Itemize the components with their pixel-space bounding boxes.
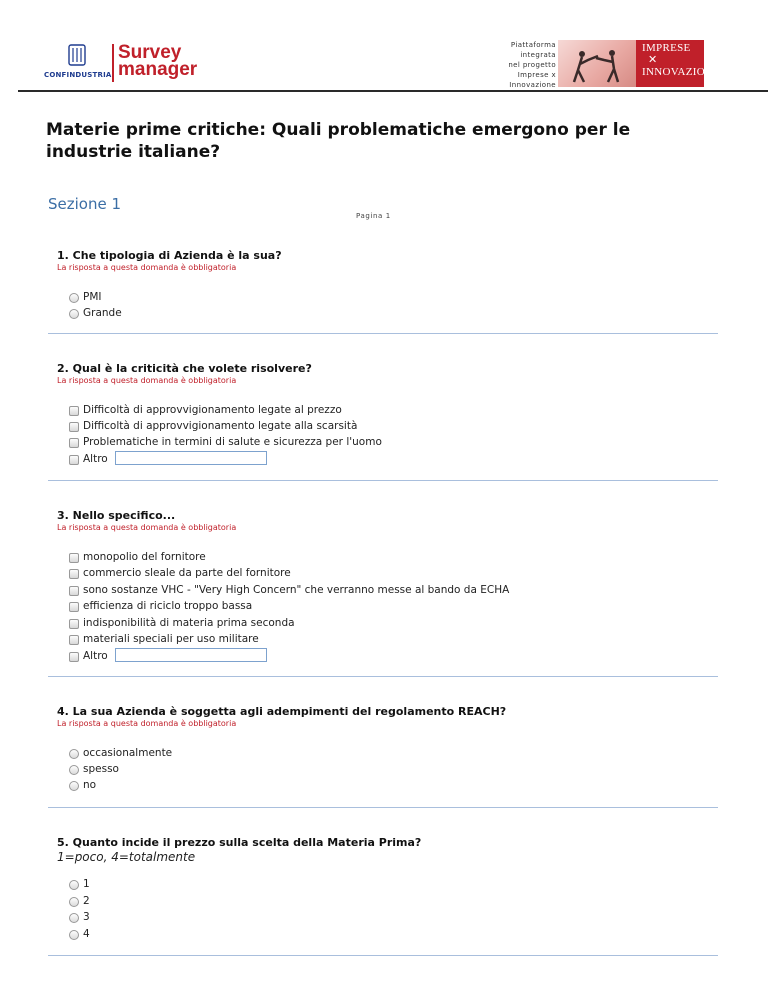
radio-button[interactable] [69, 309, 79, 319]
checkbox[interactable] [69, 635, 79, 645]
survey-manager-logo-line1: Survey [118, 42, 182, 63]
option-label: 1 [83, 878, 90, 890]
altro-text-input[interactable] [115, 648, 267, 662]
confindustria-logo [44, 43, 110, 83]
option-label: occasionalmente [83, 747, 173, 759]
option-label: Altro [83, 650, 108, 662]
checkbox[interactable] [69, 586, 79, 596]
question-title: 1. Che tipologia di Azienda è la sua? [57, 249, 282, 262]
radio-button[interactable] [69, 913, 79, 923]
platform-text-line: nel progetto [508, 61, 556, 69]
option-label: commercio sleale da parte del fornitore [83, 567, 291, 579]
option-label: 3 [83, 911, 90, 923]
platform-text-line: Imprese x [517, 71, 556, 79]
checkbox[interactable] [69, 438, 79, 448]
page-label: Pagina 1 [356, 212, 391, 220]
option-label: monopolio del fornitore [83, 551, 206, 563]
confindustria-logo-text: CONFINDUSTRIA [44, 71, 112, 79]
survey-manager-logo [112, 44, 197, 82]
required-note: La risposta a questa domanda è obbligatoria [57, 376, 237, 385]
option-label: efficienza di riciclo troppo bassa [83, 600, 253, 612]
question-5 [57, 836, 717, 940]
survey-manager-logo-line2: manager [118, 59, 198, 80]
imprese-innovazione-logo [636, 40, 721, 87]
question-divider [48, 955, 718, 956]
ii-logo-line2: INNOVAZIONE [642, 66, 721, 78]
option-label: 4 [83, 928, 90, 940]
question-subtitle: 1=poco, 4=totalmente [57, 850, 196, 864]
question-2 [57, 362, 717, 465]
header-divider [18, 90, 768, 92]
altro-text-input[interactable] [115, 451, 267, 465]
option-label: Problematiche in termini di salute e sicurezza per l'uomo [83, 436, 382, 448]
option-label: PMI [83, 291, 102, 303]
checkbox[interactable] [69, 455, 79, 465]
radio-button[interactable] [69, 930, 79, 940]
checkbox[interactable] [69, 652, 79, 662]
section-title: Sezione 1 [48, 195, 122, 213]
question-4 [57, 705, 717, 791]
required-note: La risposta a questa domanda è obbligatoria [57, 263, 237, 272]
checkbox[interactable] [69, 406, 79, 416]
platform-text-line: integrata [520, 51, 556, 59]
required-note: La risposta a questa domanda è obbligatoria [57, 523, 237, 532]
fencers-image [558, 40, 636, 87]
option-label: spesso [83, 763, 119, 775]
question-divider [48, 480, 718, 481]
question-title: 5. Quanto incide il prezzo sulla scelta della Materia Prima? [57, 836, 422, 849]
ii-logo-line1: IMPRESE [642, 42, 691, 54]
platform-text-line: Innovazione [509, 81, 556, 89]
ii-logo-x-icon: ✕ [648, 54, 658, 66]
option-label: no [83, 779, 97, 791]
platform-text [476, 40, 556, 90]
option-label: Altro [83, 453, 108, 465]
question-1 [57, 249, 717, 319]
radio-button[interactable] [69, 765, 79, 775]
platform-text-line: Piattaforma [510, 41, 556, 49]
checkbox[interactable] [69, 569, 79, 579]
checkbox[interactable] [69, 619, 79, 629]
option-label: Difficoltà di approvvigionamento legate alla scarsità [83, 420, 358, 432]
checkbox[interactable] [69, 602, 79, 612]
checkbox[interactable] [69, 553, 79, 563]
required-note: La risposta a questa domanda è obbligatoria [57, 719, 237, 728]
radio-button[interactable] [69, 293, 79, 303]
checkbox[interactable] [69, 422, 79, 432]
question-divider [48, 333, 718, 334]
confindustria-emblem-icon [66, 43, 88, 67]
question-divider [48, 807, 718, 808]
radio-button[interactable] [69, 749, 79, 759]
radio-button[interactable] [69, 781, 79, 791]
question-title: 2. Qual è la criticità che volete risolvere? [57, 362, 312, 375]
option-label: Difficoltà di approvvigionamento legate al prezzo [83, 404, 342, 416]
option-label: 2 [83, 895, 90, 907]
question-title: 3. Nello specifico... [57, 509, 176, 522]
radio-button[interactable] [69, 897, 79, 907]
question-3 [57, 509, 717, 662]
radio-button[interactable] [69, 880, 79, 890]
option-label: materiali speciali per uso militare [83, 633, 259, 645]
option-label: sono sostanze VHC - "Very High Concern" che verranno messe al bando da ECHA [83, 584, 510, 596]
survey-title: Materie prime critiche: Quali problematiche emergono per le industrie italiane? [46, 120, 631, 162]
page-header [0, 0, 768, 92]
option-label: indisponibilità di materia prima seconda [83, 617, 295, 629]
question-divider [48, 676, 718, 677]
option-label: Grande [83, 307, 122, 319]
question-title: 4. La sua Azienda è soggetta agli adempimenti del regolamento REACH? [57, 705, 507, 718]
fencers-icon [558, 40, 636, 87]
